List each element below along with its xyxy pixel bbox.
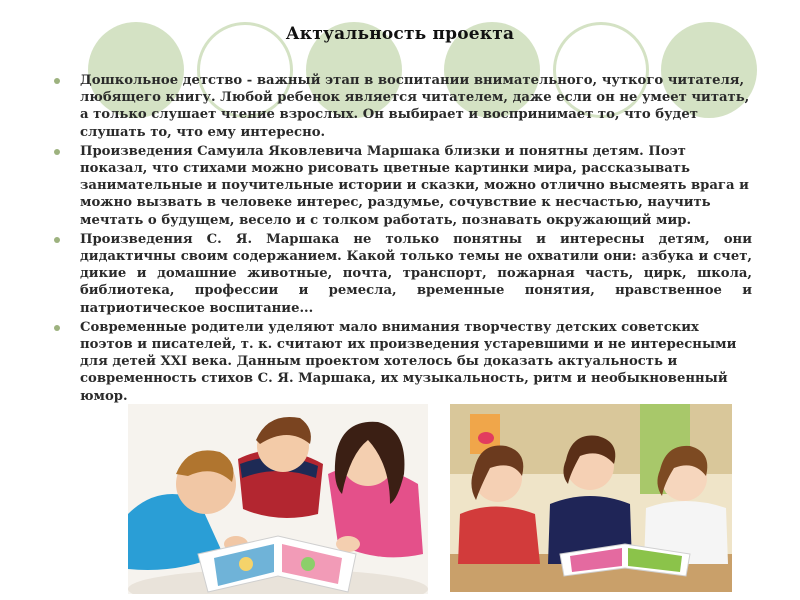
- bullet-dot-icon: [54, 78, 60, 84]
- children-reading-photo: [128, 404, 428, 594]
- photo-three-kids-reading-book-icon: [128, 404, 428, 594]
- slide-title: Актуальность проекта: [285, 24, 515, 44]
- bullet-item: [52, 72, 752, 141]
- bullet-text: Произведения С. Я. Маршака не только понятны и интересны детям, они дидактичны своим содержанием. Какой только темы не охватили они: азбука и счет, дикие и домашние животные, почта, транспорт, пожарная часть, цирк, школа, библиотека, профессии и ремесла, временные понятия, нравственное и патриотическое воспитание...: [80, 231, 752, 316]
- bullet-text: Современные родители уделяют мало внимания творчеству детских советских поэтов и писателей, т. к. считают их произведения устаревшими и не интересными для детей XXI века. Данным проектом хотелось бы доказать актуальность и современность стихов С. Я. Маршака, их музыкальность, ритм и необыкновенный юмор.: [80, 319, 737, 404]
- bullet-dot-icon: [54, 237, 60, 243]
- bullet-text: Дошкольное детство - важный этап в воспитании внимательного, чуткого читателя, любящего книгу. Любой ребенок является читателем, даже если он не умеет читать, а только слушает чтение взрослых. Он выбирает и воспринимает то, что будет слушать то, что ему интересно.: [80, 73, 750, 140]
- bullet-list: [52, 72, 752, 407]
- bullet-item: [52, 143, 752, 229]
- bullet-item: [52, 319, 752, 405]
- bullet-dot-icon: [54, 149, 60, 155]
- photo-three-girls-with-book-icon: [450, 404, 732, 592]
- bullet-text: Произведения Самуила Яковлевича Маршака близки и понятны детям. Поэт показал, что стихами можно рисовать цветные картинки мира, рассказывать занимательные и поучительные истории и сказки, можно отлично высмеять врага и можно вызвать в человеке интерес, раздумье, сочувствие к несчастью, научить мечтать о будущем, весело и с толком работать, познавать окружающий мир.: [80, 143, 749, 228]
- bullet-item: [52, 231, 752, 317]
- girls-reading-photo: [450, 404, 732, 592]
- bullet-dot-icon: [54, 325, 60, 331]
